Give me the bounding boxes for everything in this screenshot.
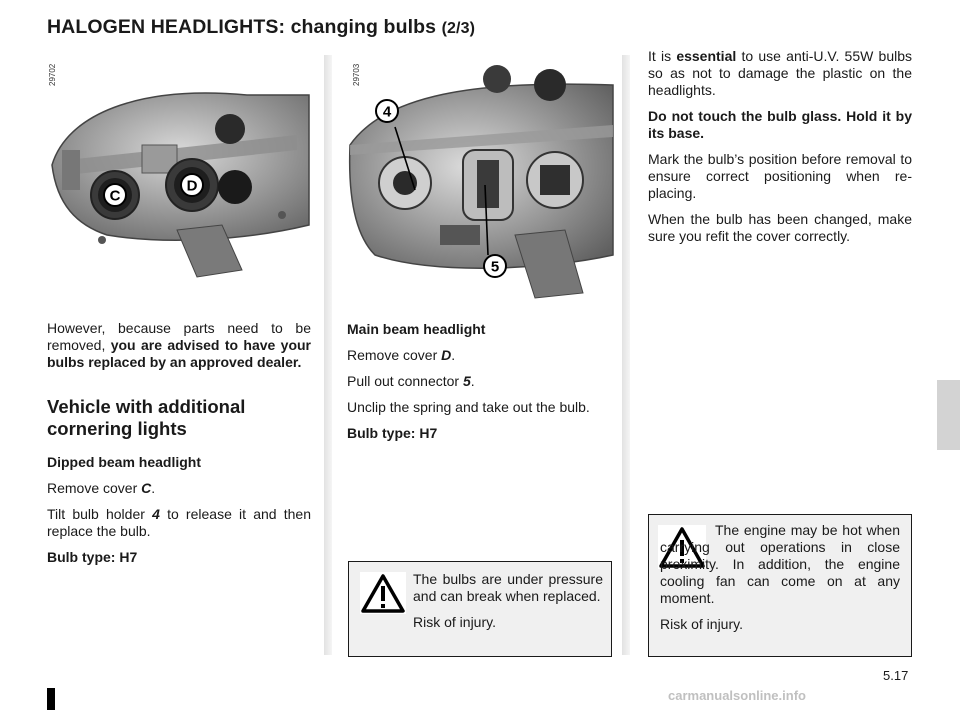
remove-cover-c: Remove cover C. bbox=[47, 480, 156, 496]
mark-position: Mark the bulb’s position before removal to ensure correct positioning when re-placing. bbox=[648, 151, 912, 201]
dipped-heading: Dipped beam headlight bbox=[47, 454, 202, 470]
left-bulb-type: Bulb type: H7 bbox=[47, 549, 138, 565]
watermark: carmanualsonline.info bbox=[668, 688, 806, 703]
figure-middle bbox=[345, 55, 615, 300]
tilt-paragraph bbox=[47, 506, 311, 540]
page-title bbox=[47, 16, 475, 39]
ref-4: 4 bbox=[152, 506, 160, 522]
middle-column-text bbox=[347, 321, 615, 451]
section-tab bbox=[937, 380, 960, 450]
main-beam-heading: Main beam headlight bbox=[347, 321, 486, 337]
ref-5: 5 bbox=[462, 373, 471, 389]
callout-5: 5 bbox=[490, 258, 500, 276]
pull-connector: Pull out connector 5. bbox=[347, 373, 475, 389]
warning-bulbs-risk: Risk of injury. bbox=[413, 614, 496, 630]
refit-cover: When the bulb has been changed, make sure you refit the cover correctly. bbox=[648, 211, 912, 244]
p1-bold: essential bbox=[676, 48, 737, 64]
title-text: HALOGEN HEADLIGHTS: changing bulbs bbox=[47, 16, 437, 38]
intro-bold: you are advised to have your bulbs replaced by an approved dealer. bbox=[47, 337, 311, 370]
middle-bulb-type: Bulb type: H7 bbox=[347, 425, 438, 441]
tilt-prefix: Tilt bulb holder bbox=[47, 506, 145, 522]
callout-4: 4 bbox=[382, 103, 392, 121]
page-number: 5.17 bbox=[883, 668, 909, 683]
warning-engine-risk: Risk of injury. bbox=[660, 616, 743, 632]
glass-warning: Do not touch the bulb glass. Hold it by its base. bbox=[648, 108, 912, 141]
headlight-rear-illustration-middle bbox=[345, 55, 615, 300]
column-divider-1 bbox=[324, 55, 332, 655]
callout-d: D bbox=[186, 177, 198, 195]
remove-d-prefix: Remove cover bbox=[347, 347, 438, 363]
remove-prefix: Remove cover bbox=[47, 480, 138, 496]
right-column-text bbox=[648, 48, 912, 254]
title-part: (2/3) bbox=[441, 20, 475, 37]
intro-prefix: However, because parts need to be removed, bbox=[47, 320, 311, 353]
p1-suffix: to use anti-U.V. 55W bulbs so as not to damage the plastic on the headlights. bbox=[648, 48, 913, 98]
figure-left bbox=[47, 55, 317, 300]
pull-prefix: Pull out connector bbox=[347, 373, 460, 389]
tilt-suffix: to release it and then replace the bulb. bbox=[47, 506, 312, 539]
uv-bulb-paragraph bbox=[648, 48, 912, 99]
warning-engine-text: The engine may be hot when carrying out operations in close proximity. In addition, the engine cooling fan can come on at any moment. bbox=[660, 522, 900, 606]
warning-triangle-icon bbox=[360, 572, 406, 614]
ref-c: C bbox=[141, 480, 152, 496]
callout-c: C bbox=[109, 187, 121, 205]
left-column-text bbox=[47, 320, 311, 575]
warning-box-engine bbox=[648, 514, 912, 657]
page-marker bbox=[47, 688, 55, 710]
warning-box-bulbs bbox=[348, 561, 612, 657]
section-heading: Vehicle with additional cornering lights bbox=[47, 396, 246, 439]
warning-bulbs-text: The bulbs are under pressure and can break when replaced. bbox=[413, 571, 603, 604]
ref-d: D bbox=[441, 347, 452, 363]
column-divider-2 bbox=[622, 55, 630, 655]
intro-paragraph bbox=[47, 320, 311, 371]
p1-prefix: It is bbox=[648, 48, 672, 64]
unclip-step: Unclip the spring and take out the bulb. bbox=[347, 399, 590, 415]
headlight-rear-illustration-left bbox=[47, 55, 317, 300]
remove-cover-d: Remove cover D. bbox=[347, 347, 456, 363]
figure-middle-code: 29703 bbox=[352, 63, 361, 86]
figure-left-code: 29702 bbox=[48, 63, 57, 86]
